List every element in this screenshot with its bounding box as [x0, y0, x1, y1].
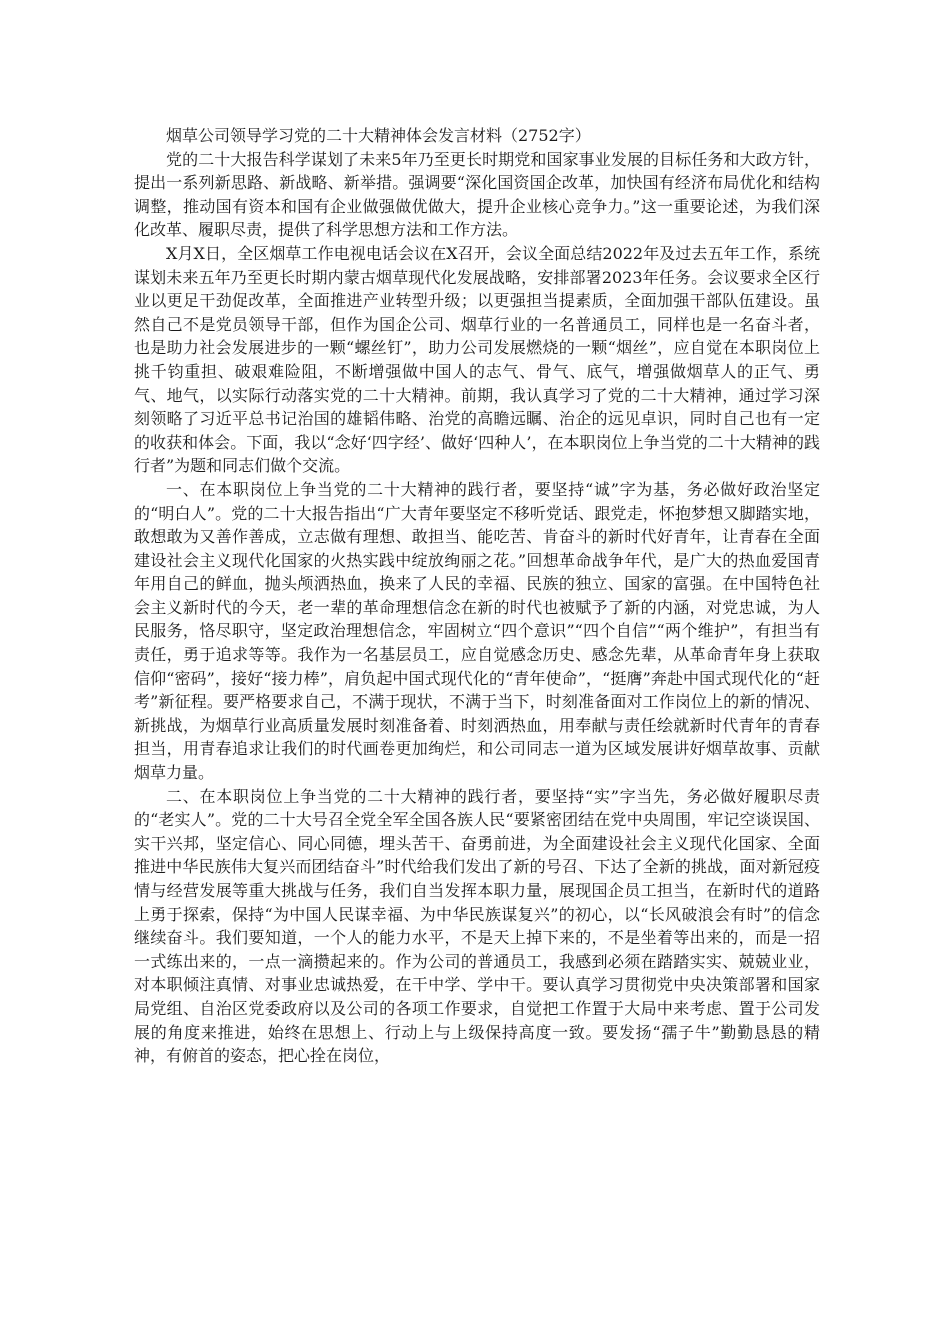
paragraph-intro: 党的二十大报告科学谋划了未来5年乃至更长时期党和国家事业发展的目标任务和大政方针，提出一系列新思路、新战略、新举措。强调要“深化国资国企改革，加快国有经济布局优化和结构调整，推动国有资本和国有企业做强做优做大，提升企业核心竞争力。”这一重要论述，为我们深化改革、履职尽责，提供了科学思想方法和工作方法。 [134, 149, 820, 240]
paragraph-section-two: 二、在本职岗位上争当党的二十大精神的践行者，要坚持“实”字当先，务必做好履职尽责的“老实人”。党的二十大号召全党全军全国各族人民“要紧密团结在党中央周围，牢记空谈误国、实干兴邦，坚定信心、同心同德，埋头苦干、奋勇前进，为全面建设社会主义现代化国家、全面推进中华民族伟大复兴而团结奋斗”时代给我们发出了新的号召、下达了全新的挑战，面对新冠疫情与经营发展等重大挑战与任务，我们自当发挥本职力量，展现国企员工担当，在新时代的道路上勇于探索，保持“为中国人民谋幸福、为中华民族谋复兴”的初心，以“长风破浪会有时”的信念继续奋斗。我们要知道，一个人的能力水平，不是天上掉下来的，不是坐着等出来的，而是一招一式练出来的，一点一滴攒起来的。作为公司的普通员工，我感到必须在踏踏实实、兢兢业业，对本职倾注真情、对事业忠诚热爱，在干中学、学中干。要认真学习贯彻党中央决策部署和国家局党组、自治区党委政府以及公司的各项工作要求，自觉把工作置于大局中来考虑、置于公司发展的角度来推进，始终在思想上、行动上与上级保持高度一致。要发扬“孺子牛”勤勤恳恳的精神，有俯首的姿态，把心拴在岗位， [134, 786, 820, 1066]
document-page [134, 124, 820, 1068]
document-title: 烟草公司领导学习党的二十大精神体会发言材料（2752字） [166, 126, 591, 145]
paragraph-section-one: 一、在本职岗位上争当党的二十大精神的践行者，要坚持“诚”字为基，务必做好政治坚定的“明白人”。党的二十大报告指出“广大青年要坚定不移听党话、跟党走，怀抱梦想又脚踏实地，敢想敢为又善作善成，立志做有理想、敢担当、能吃苦、肯奋斗的新时代好青年，让青春在全面建设社会主义现代化国家的火热实践中绽放绚丽之花。”回想革命战争年代，是广大的热血爱国青年用自己的鲜血，抛头颅洒热血，换来了人民的幸福、民族的独立、国家的富强。在中国特色社会主义新时代的今天，老一辈的革命理想信念在新的时代也被赋予了新的内涵，对党忠诚，为人民服务，恪尽职守，坚定政治理想信念，牢固树立“四个意识”“四个自信”“两个维护”，有担当有责任，勇于追求等等。我作为一名基层员工，应自觉感念历史、感念先辈，从革命青年身上获取信仰“密码”，接好“接力棒”，肩负起中国式现代化的“青年使命”，“挺膺”奔赴中国式现代化的“赶考”新征程。要严格要求自己，不满于现状，不满于当下，时刻准备面对工作岗位上的新的情况、新挑战，为烟草行业高质量发展时刻准备着、时刻洒热血，用奉献与责任绘就新时代青年的青春担当，用青春追求让我们的时代画卷更加绚烂，和公司同志一道为区域发展讲好烟草故事、贡献烟草力量。 [134, 479, 820, 783]
paragraph-meeting: X月X日，全区烟草工作电视电话会议在X召开，会议全面总结2022年及过去五年工作，系统谋划未来五年乃至更长时期内蒙古烟草现代化发展战略，安排部署2023年任务。会议要求全区行业以更足干劲促改革，全面推进产业转型升级；以更强担当提素质，全面加强干部队伍建设。虽然自己不是党员领导干部，但作为国企公司、烟草行业的一名普通员工，同样也是一名奋斗者，也是助力社会发展进步的一颗“螺丝钉”，助力公司发展燃烧的一颗“烟丝”，应自觉在本职岗位上挑千钧重担、破艰难险阻，不断增强做中国人的志气、骨气、底气，增强做烟草人的正气、勇气、地气，以实际行动落实党的二十大精神。前期，我认真学习了党的二十大精神，通过学习深刻领略了习近平总书记治国的雄韬伟略、治党的高瞻远瞩、治企的远见卓识，同时自己也有一定的收获和体会。下面，我以“念好‘四字经’、做好‘四种人’，在本职岗位上争当党的二十大精神的践行者”为题和同志们做个交流。 [134, 243, 820, 476]
